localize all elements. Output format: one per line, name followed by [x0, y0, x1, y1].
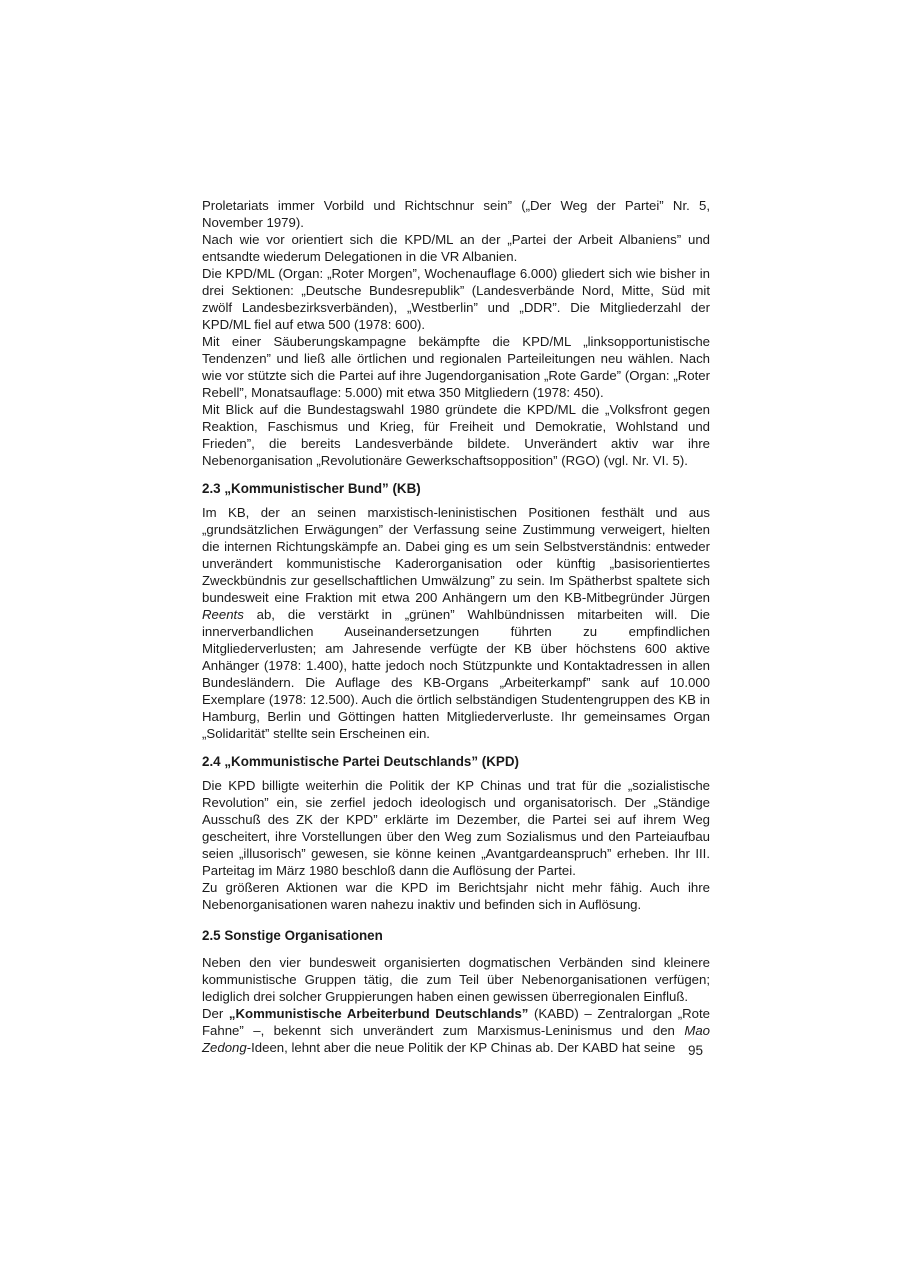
text-run: Der: [202, 1006, 229, 1021]
paragraph: [202, 1005, 710, 1056]
paragraph: Die KPD billigte weiterhin die Politik der KP Chinas und trat für die „sozialistische Revolution” ein, sie zerfiel jedoch ideologisch und organisatorisch. Der „Ständige Ausschuß des ZK der KPD” erklärte im Dezember, die Partei sei auf ihrem Weg gescheitert, ihre Vorstellungen über den Weg zum Sozialismus und den Parteiaufbau seien „illusorisch” gewesen, sie könne keinen „Avantgardeanspruch” erheben. Ihr III. Parteitag im März 1980 beschloß dann die Auflösung der Partei.: [202, 778, 710, 878]
body-text: [202, 197, 710, 1056]
person-name: Reents: [202, 607, 244, 622]
paragraph: Neben den vier bundesweit organisierten dogmatischen Verbänden sind kleinere kommunistische Gruppen tätig, die zum Teil über Nebenorganisationen verfügen; lediglich drei solcher Gruppierungen haben einen gewissen überregionalen Einfluß.: [202, 955, 710, 1004]
text-run: Im KB, der an seinen marxistisch-leninistischen Positionen festhält und aus „grundsätzlichen Erwägungen” der Verfassung seine Zustimmung verweigert, hielten die internen Richtungskämpfe an. Dabei ging es um sein Selbstverständnis: entweder unverändert kommunistische Kaderorganisation oder künftig „basisorientiertes Zweckbündnis zur gesellschaftlichen Umwälzung” zu sein. Im Spätherbst spaltete sich bundesweit eine Fraktion mit etwa 200 Anhängern um den KB-Mitbegründer Jürgen: [202, 505, 710, 605]
organization-name: „Kommunistische Arbeiterbund Deutschlands”: [228, 1006, 529, 1021]
paragraph: Mit Blick auf die Bundestagswahl 1980 gründete die KPD/ML die „Volksfront gegen Reaktion, Faschismus und Krieg, für Freiheit und Demokratie, Wohlstand und Frieden”, die bereits Landesverbände bildete. Unverändert aktiv war ihre Nebenorganisation „Revolutionäre Gewerkschaftsopposition” (RGO) (vgl. Nr. VI. 5).: [202, 402, 710, 468]
text-run: ab, die verstärkt in „grünen” Wahlbündnissen mitarbeiten will. Die innerverbandlichen Auseinandersetzungen führten zu empfindlichen Mitgliederverlusten; am Jahresende verfügte der KB über höchstens 600 aktive Anhänger (1978: 1.400), hatte jedoch noch Stützpunkte und Kontaktadressen in allen Bundesländern. Die Auflage des KB-Organs „Arbeiterkampf” sank auf 10.000 Exemplare (1978: 12.500). Auch die örtlich selbständigen Studentengruppen des KB in Hamburg, Berlin und Göttingen hatten Mitgliederverluste. Ihr gemeinsames Organ „Solidarität” stellte sein Erscheinen ein.: [202, 607, 710, 741]
section-heading-other: 2.5 Sonstige Organisationen: [202, 928, 383, 943]
paragraph: [202, 504, 710, 742]
person-name: Mao Zedong: [202, 1023, 710, 1055]
paragraph: Mit einer Säuberungskampagne bekämpfte die KPD/ML „linksopportunistische Tendenzen” und ließ alle örtlichen und regionalen Parteileitungen neu wählen. Nach wie vor stützte sich die Partei auf ihre Jugendorganisation „Rote Garde” (Organ: „Roter Rebell”, Monatsauflage: 5.000) mit etwa 350 Mitgliedern (1978: 450).: [202, 334, 710, 400]
paragraph: Die KPD/ML (Organ: „Roter Morgen”, Wochenauflage 6.000) gliedert sich wie bisher in drei Sektionen: „Deutsche Bundesrepublik” (Landesverbände Nord, Mitte, Süd mit zwölf Landesbezirksverbänden), „Westberlin” und „DDR”. Die Mitgliederzahl der KPD/ML fiel auf etwa 500 (1978: 600).: [202, 266, 710, 332]
paragraph: Nach wie vor orientiert sich die KPD/ML an der „Partei der Arbeit Albaniens” und entsandte wiederum Delegationen in die VR Albanien.: [202, 232, 710, 264]
section-heading-kpd: 2.4 „Kommunistische Partei Deutschlands” (KPD): [202, 754, 519, 769]
paragraph: Proletariats immer Vorbild und Richtschnur sein” („Der Weg der Partei” Nr. 5, November 1979).: [202, 198, 710, 230]
text-run: -Ideen, lehnt aber die neue Politik der KP Chinas ab. Der KABD hat seine: [246, 1040, 676, 1055]
section-heading-kb: 2.3 „Kommunistischer Bund” (KB): [202, 481, 421, 496]
paragraph: Zu größeren Aktionen war die KPD im Berichtsjahr nicht mehr fähig. Auch ihre Nebenorganisationen waren nahezu inaktiv und befinden sich in Auflösung.: [202, 880, 710, 912]
page-number: 95: [688, 1043, 704, 1058]
text-run: (KABD) – Zentralorgan „Rote Fahne” –, bekennt sich unverändert zum Marxismus-Leninismus und den: [202, 1006, 710, 1038]
